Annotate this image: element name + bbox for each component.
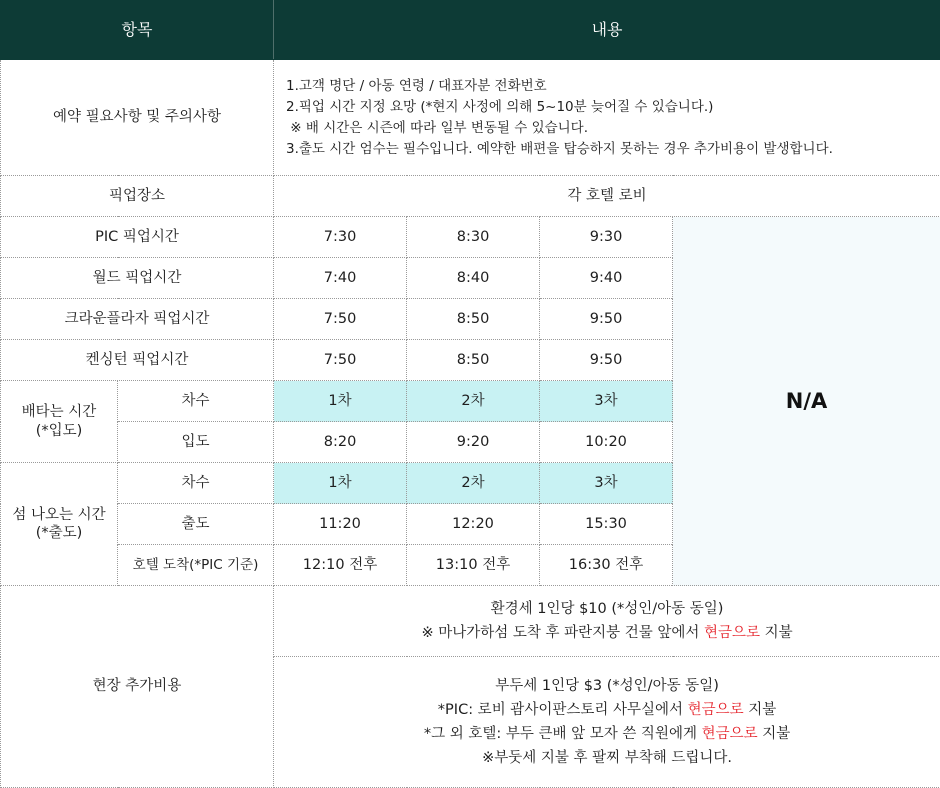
header-content: 내용 [274, 1, 940, 60]
na-cell: N/A [673, 217, 940, 586]
cash-highlight: 현금으로 [701, 726, 758, 742]
pickup-time-cell: 7:50 [274, 340, 407, 381]
arrival-label: 호텔 도착(*PIC 기준) [118, 545, 274, 586]
pier-fee-line: ※부둣세 지불 후 팔찌 부착해 드립니다. [482, 750, 732, 766]
pier-fee-text: *그 외 호텔: 부두 큰배 앞 모자 쓴 직원에게 [423, 726, 702, 742]
cash-highlight: 현금으로 [687, 702, 744, 718]
boarding-time-cell: 8:20 [274, 422, 407, 463]
pier-fee-line [274, 722, 940, 746]
leaving-label-line: 섬 나오는 시간 [12, 506, 106, 523]
env-fee-content [274, 586, 940, 657]
leaving-label-line: (*출도) [35, 525, 83, 541]
pickup-time-cell: 8:40 [407, 258, 540, 299]
pier-fee-line: 부두세 1인당 $3 (*성인/아동 동일) [495, 678, 719, 694]
boarding-round-cell: 2차 [407, 381, 540, 422]
notes-line: 2.픽업 시간 지정 요망 (*현지 사정에 의해 5~10분 늦어질 수 있습니다.) [286, 98, 714, 115]
boarding-time-cell: 10:20 [540, 422, 673, 463]
pier-fee-text: 지불 [757, 726, 791, 742]
arrival-time-cell: 12:10 전후 [274, 545, 407, 586]
notes-content [274, 60, 940, 176]
leaving-round-cell: 1차 [274, 463, 407, 504]
pier-fee-content [274, 657, 940, 788]
cash-highlight: 현금으로 [703, 625, 760, 641]
pickup-time-cell: 9:50 [540, 340, 673, 381]
leaving-time-cell: 12:20 [407, 504, 540, 545]
notes-line: 1.고객 명단 / 아동 연령 / 대표자분 전화번호 [286, 77, 547, 94]
leaving-round-cell: 2차 [407, 463, 540, 504]
arrival-time-cell: 16:30 전후 [540, 545, 673, 586]
leaving-time-cell: 15:30 [540, 504, 673, 545]
leaving-sub-label: 출도 [118, 504, 274, 545]
boarding-time-cell: 9:20 [407, 422, 540, 463]
boarding-round-cell: 1차 [274, 381, 407, 422]
leaving-round-cell: 3차 [540, 463, 673, 504]
boarding-label [1, 381, 118, 463]
pickup-time-cell: 8:50 [407, 299, 540, 340]
pickup-place-label: 픽업장소 [1, 176, 274, 217]
leaving-time-cell: 11:20 [274, 504, 407, 545]
pickup-time-cell: 8:30 [407, 217, 540, 258]
pier-fee-text: 지불 [743, 702, 777, 718]
pickup-time-cell: 8:50 [407, 340, 540, 381]
pickup-time-cell: 7:30 [274, 217, 407, 258]
header-item: 항목 [1, 1, 274, 60]
env-fee-line [274, 621, 940, 645]
pickup-time-cell: 9:50 [540, 299, 673, 340]
pickup-time-cell: 9:30 [540, 217, 673, 258]
notes-label: 예약 필요사항 및 주의사항 [1, 60, 274, 176]
pickup-time-label: 켄싱턴 픽업시간 [1, 340, 274, 381]
env-fee-text: 지불 [760, 625, 793, 641]
pickup-time-cell: 7:50 [274, 299, 407, 340]
env-fee-text: ※ 마나가하섬 도착 후 파란지붕 건물 앞에서 [421, 625, 704, 641]
leaving-round-label: 차수 [118, 463, 274, 504]
notes-line: ※ 배 시간은 시즌에 따라 일부 변동될 수 있습니다. [286, 119, 589, 136]
boarding-sub-label: 입도 [118, 422, 274, 463]
pickup-place-value: 각 호텔 로비 [274, 176, 940, 217]
pickup-time-label: PIC 픽업시간 [1, 217, 274, 258]
boarding-round-cell: 3차 [540, 381, 673, 422]
pickup-time-cell: 7:40 [274, 258, 407, 299]
boarding-label-line: (*입도) [35, 422, 83, 439]
fees-label: 현장 추가비용 [1, 586, 274, 788]
pickup-time-cell: 9:40 [540, 258, 673, 299]
leaving-label [1, 463, 118, 586]
pier-fee-text: *PIC: 로비 괌사이판스토리 사무실에서 [437, 702, 688, 718]
pickup-time-label: 크라운플라자 픽업시간 [1, 299, 274, 340]
arrival-time-cell: 13:10 전후 [407, 545, 540, 586]
pier-fee-line [274, 698, 940, 722]
notes-line: 3.출도 시간 엄수는 필수입니다. 예약한 배편을 탑승하지 못하는 경우 추가비용이 발생합니다. [286, 140, 833, 157]
boarding-round-label: 차수 [118, 381, 274, 422]
boarding-label-line: 배타는 시간 [21, 404, 97, 421]
pickup-time-label: 월드 픽업시간 [1, 258, 274, 299]
env-fee-line: 환경세 1인당 $10 (*성인/아동 동일) [490, 601, 724, 617]
